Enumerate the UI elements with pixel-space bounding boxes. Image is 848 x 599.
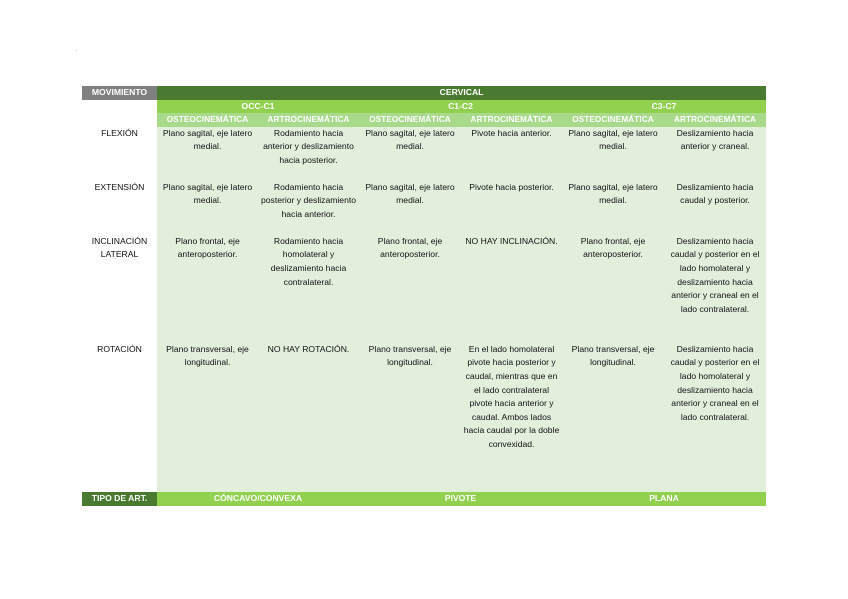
tipo-art-c3-c7: PLANA — [562, 492, 766, 506]
row-label: EXTENSIÓN — [82, 181, 157, 235]
header-row-cervical — [82, 86, 766, 100]
table-cell: Plano sagital, eje latero medial. — [359, 181, 461, 235]
table-row-inclinacion-lateral — [82, 235, 766, 343]
header-row-kinematics — [82, 113, 766, 127]
tipo-art-occ-c1: CÓNCAVO/CONVEXA — [157, 492, 359, 506]
table-cell: Deslizamiento hacia caudal y posterior en el lado homolateral y deslizamiento hacia anterior y craneal en el lado contralateral. — [664, 343, 766, 492]
table-cell: Plano sagital, eje latero medial. — [157, 181, 258, 235]
page-dot — [76, 50, 77, 51]
table-cell: Plano frontal, eje anteroposterior. — [562, 235, 664, 343]
table-row-extension — [82, 181, 766, 235]
osteo-header: OSTEOCINEMÁTICA — [157, 113, 258, 127]
table-cell: Plano sagital, eje latero medial. — [157, 127, 258, 181]
table-cell: Deslizamiento hacia anterior y craneal. — [664, 127, 766, 181]
table-cell: En el lado homolateral pivote hacia posterior y caudal, mientras que en el lado contralateral pivote hacia anterior y caudal. Ambos lados hacia caudal por la doble convexidad. — [461, 343, 562, 492]
segment-header-occ-c1: OCC-C1 — [157, 100, 359, 114]
cervical-movement-table — [82, 86, 766, 506]
tipo-art-c1-c2: PIVOTE — [359, 492, 562, 506]
table-cell: NO HAY INCLINACIÓN. — [461, 235, 562, 343]
table-cell: Plano frontal, eje anteroposterior. — [157, 235, 258, 343]
footer-row-tipo-articulacion — [82, 492, 766, 506]
segment-header-c3-c7: C3-C7 — [562, 100, 766, 114]
tipo-art-label: TIPO DE ART. — [82, 492, 157, 506]
row-label: INCLINACIÓN LATERAL — [82, 235, 157, 343]
blank-header-cell — [82, 100, 157, 127]
table-cell: Deslizamiento hacia caudal y posterior. — [664, 181, 766, 235]
table-cell: Plano frontal, eje anteroposterior. — [359, 235, 461, 343]
table-cell: NO HAY ROTACIÓN. — [258, 343, 359, 492]
artro-header: ARTROCINEMÁTICA — [664, 113, 766, 127]
table-cell: Plano transversal, eje longitudinal. — [562, 343, 664, 492]
row-label: FLEXIÓN — [82, 127, 157, 181]
osteo-header: OSTEOCINEMÁTICA — [562, 113, 664, 127]
row-label: ROTACIÓN — [82, 343, 157, 492]
cervical-header: CERVICAL — [157, 86, 766, 100]
artro-header: ARTROCINEMÁTICA — [461, 113, 562, 127]
table-row-rotacion — [82, 343, 766, 492]
table-cell: Plano sagital, eje latero medial. — [562, 181, 664, 235]
table-cell: Plano transversal, eje longitudinal. — [157, 343, 258, 492]
osteo-header: OSTEOCINEMÁTICA — [359, 113, 461, 127]
table-cell: Pivote hacia posterior. — [461, 181, 562, 235]
table-cell: Plano transversal, eje longitudinal. — [359, 343, 461, 492]
table-cell: Pivote hacia anterior. — [461, 127, 562, 181]
table-cell: Plano sagital, eje latero medial. — [562, 127, 664, 181]
movimiento-header: MOVIMIENTO — [82, 86, 157, 100]
artro-header: ARTROCINEMÁTICA — [258, 113, 359, 127]
table-row-flexion — [82, 127, 766, 181]
table-cell: Plano sagital, eje latero medial. — [359, 127, 461, 181]
table-cell: Deslizamiento hacia caudal y posterior en el lado homolateral y deslizamiento hacia anterior y craneal en el lado contralateral. — [664, 235, 766, 343]
table-cell: Rodamiento hacia homolateral y deslizamiento hacia contralateral. — [258, 235, 359, 343]
header-row-segments — [82, 100, 766, 114]
table-cell: Rodamiento hacia anterior y deslizamiento hacia posterior. — [258, 127, 359, 181]
segment-header-c1-c2: C1-C2 — [359, 100, 562, 114]
table-cell: Rodamiento hacia posterior y deslizamiento hacia anterior. — [258, 181, 359, 235]
